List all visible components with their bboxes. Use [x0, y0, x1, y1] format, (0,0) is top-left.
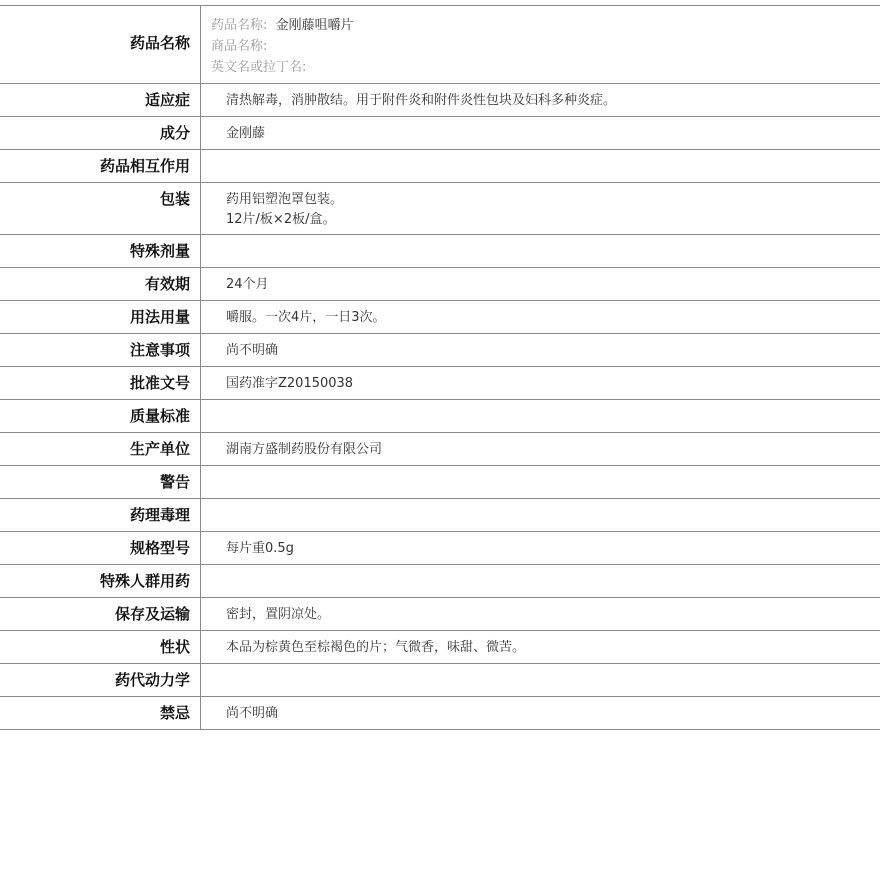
- row-special-dosage: [0, 235, 880, 268]
- row-value: 尚不明确: [226, 706, 279, 721]
- row-value: 每片重0.5g: [226, 541, 294, 556]
- row-value-cell: [201, 433, 880, 466]
- row-value: 清热解毒，消肿散结。用于附件炎和附件炎性包块及妇科多种炎症。: [226, 93, 617, 108]
- row-label: 批准文号: [129, 374, 190, 392]
- row-label: 用法用量: [129, 308, 190, 326]
- row-value-cell: [201, 84, 880, 117]
- row-label: 药理毒理: [129, 506, 190, 524]
- row-value-cell: [201, 117, 880, 150]
- row-label: 禁忌: [159, 704, 190, 722]
- row-value-line: 12片/板×2板/盒。: [226, 212, 336, 227]
- row-label: 包装: [159, 190, 190, 208]
- row-shelf-life: [0, 268, 880, 301]
- field-key: 药品名称:: [211, 18, 268, 33]
- row-label: 规格型号: [129, 539, 190, 557]
- row-value: 国药准字Z20150038: [226, 376, 354, 391]
- row-label: 药品名称: [129, 34, 190, 52]
- row-label: 药代动力学: [114, 671, 190, 689]
- row-approval-number: [0, 367, 880, 400]
- row-value-cell: [201, 697, 880, 730]
- row-value: 24个月: [226, 277, 269, 292]
- drug-info-table: [0, 5, 880, 730]
- row-value: [201, 565, 880, 572]
- row-warning: [0, 466, 880, 499]
- row-value-cell: [201, 631, 880, 664]
- row-label: 生产单位: [129, 440, 190, 458]
- row-value-cell: [201, 598, 880, 631]
- row-drug-name: [0, 6, 880, 84]
- row-indications: [0, 84, 880, 117]
- row-label-cell: [0, 664, 201, 697]
- row-label-cell: [0, 117, 201, 150]
- row-value: 嚼服。一次4片，一日3次。: [226, 310, 386, 325]
- row-value: 湖南方盛制药股份有限公司: [226, 442, 383, 457]
- field-key: 商品名称:: [211, 39, 268, 54]
- row-value-cell: [201, 334, 880, 367]
- drug-name-fields: [201, 6, 880, 78]
- row-label: 特殊剂量: [129, 242, 190, 260]
- field-key: 英文名或拉丁名:: [211, 60, 307, 75]
- row-label-cell: [0, 565, 201, 598]
- row-label: 适应症: [144, 91, 190, 109]
- row-label: 药品相互作用: [99, 157, 190, 175]
- row-description: [0, 631, 880, 664]
- row-value: [201, 499, 880, 506]
- row-value: 密封，置阴凉处。: [226, 607, 331, 622]
- row-pharmacokinetics: [0, 664, 880, 697]
- row-label-cell: [0, 400, 201, 433]
- row-ingredients: [0, 117, 880, 150]
- row-special-populations: [0, 565, 880, 598]
- row-contraindications: [0, 697, 880, 730]
- row-label-cell: [0, 697, 201, 730]
- latin-name-line: [211, 57, 880, 78]
- row-value: 本品为棕黄色至棕褐色的片；气微香，味甜、微苦。: [226, 640, 526, 655]
- row-value: 金刚藤: [226, 126, 266, 141]
- row-value-cell: [201, 150, 880, 183]
- row-label: 质量标准: [129, 407, 190, 425]
- row-manufacturer: [0, 433, 880, 466]
- row-value-cell: [201, 664, 880, 697]
- row-label-cell: [0, 499, 201, 532]
- row-label-cell: [0, 235, 201, 268]
- row-label: 保存及运输: [114, 605, 190, 623]
- row-value-cell: [201, 400, 880, 433]
- row-label-cell: [0, 268, 201, 301]
- row-value-cell: [201, 301, 880, 334]
- row-quality-standard: [0, 400, 880, 433]
- row-value: [201, 400, 880, 407]
- row-label-cell: [0, 6, 201, 84]
- row-label-cell: [0, 334, 201, 367]
- row-label: 有效期: [144, 275, 190, 293]
- row-label: 特殊人群用药: [99, 572, 190, 590]
- row-value-line: 药用铝塑泡罩包装。: [226, 192, 344, 207]
- row-value-cell: [201, 6, 880, 84]
- row-label-cell: [0, 183, 201, 235]
- row-value-cell: [201, 532, 880, 565]
- row-value-cell: [201, 235, 880, 268]
- row-specification: [0, 532, 880, 565]
- row-value: [201, 235, 880, 242]
- row-label-cell: [0, 301, 201, 334]
- row-label: 注意事项: [129, 341, 190, 359]
- row-precautions: [0, 334, 880, 367]
- row-label-cell: [0, 631, 201, 664]
- row-pharmacology: [0, 499, 880, 532]
- row-dosage: [0, 301, 880, 334]
- row-value-cell: [201, 466, 880, 499]
- row-value-cell: [201, 183, 880, 235]
- row-label-cell: [0, 367, 201, 400]
- row-label-cell: [0, 433, 201, 466]
- row-value: [201, 664, 880, 671]
- row-label-cell: [0, 598, 201, 631]
- row-label-cell: [0, 466, 201, 499]
- row-label: 成分: [159, 124, 190, 142]
- row-value: 尚不明确: [226, 343, 279, 358]
- field-value: 金刚藤咀嚼片: [275, 18, 354, 33]
- row-packaging: [0, 183, 880, 235]
- row-value-cell: [201, 499, 880, 532]
- generic-name-line: [211, 15, 880, 36]
- row-interactions: [0, 150, 880, 183]
- row-value: [201, 466, 880, 473]
- row-value-cell: [201, 565, 880, 598]
- row-storage: [0, 598, 880, 631]
- trade-name-line: [211, 36, 880, 57]
- row-value-cell: [201, 367, 880, 400]
- row-label: 警告: [159, 473, 190, 491]
- row-value-cell: [201, 268, 880, 301]
- row-label: 性状: [159, 638, 190, 656]
- row-value: [201, 150, 880, 157]
- row-label-cell: [0, 84, 201, 117]
- row-label-cell: [0, 150, 201, 183]
- row-label-cell: [0, 532, 201, 565]
- packaging-lines: [201, 183, 880, 230]
